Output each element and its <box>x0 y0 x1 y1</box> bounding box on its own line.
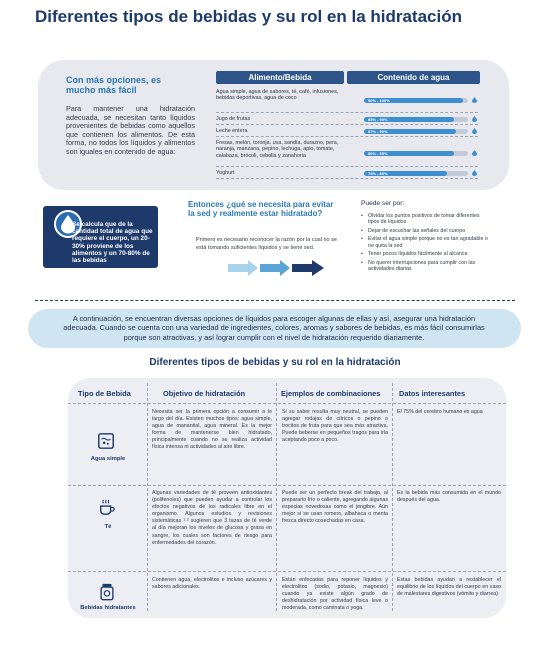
column-divider <box>392 383 393 611</box>
list-item: • Olvidar los puntos positivos de tomar diferentes tipos de líquidos <box>361 213 491 226</box>
water-drop-icon <box>472 128 477 134</box>
row-objective: Contienen agua, electrolitos e incluso azúcares y sabores adicionales. <box>152 577 272 591</box>
column-divider <box>276 383 277 611</box>
section-divider <box>35 300 515 301</box>
water-drop-icon <box>472 97 477 103</box>
water-content-range: 90% - 100% <box>368 97 390 103</box>
water-table-row <box>216 168 478 179</box>
water-table-food: Fresas, melón, toronja, uva, sandía, durazno, pera, naranja, manzana, pepino, lechuga, apio, tomate, calabaza, brócoli, cebolla y zanahoria <box>216 140 339 159</box>
row-divider <box>68 571 506 572</box>
row-examples: Si su sabor resulta muy neutral, se pueden agregar rodajas de cítricos o pepino o trocitos de fruta para que sea más atractiva. Puede beberse en pequeños tragos para irla aceptando poco a poco. <box>282 409 388 444</box>
causes-list <box>361 213 491 275</box>
water-table-row <box>216 126 478 137</box>
list-item: • Dejar de escuchar las señales del cuerpo <box>361 228 491 234</box>
water-content-range: 80% - 95% <box>368 150 388 156</box>
water-content-range: 87% - 90% <box>368 128 388 134</box>
row-facts: Es la bebida más consumida en el mundo después del agua. <box>397 490 501 504</box>
intro-paragraph: Para mantener una hidratación adecuada, se necesitan tanto líquidos provenientes de bebidas como aquellos que contienen los alimentos. De esta forma, no todos los líquidos y alimentos son iguales en contenido de agua: <box>66 104 195 156</box>
water-content-bar <box>364 117 468 122</box>
list-item: • Tener pocos líquidos fácilmente al alcance <box>361 251 491 257</box>
row-divider <box>68 403 506 404</box>
row-type-label: Té <box>104 524 112 530</box>
water-table-row <box>216 114 478 125</box>
row-facts: El 75% del cerebro humano es agua <box>397 409 483 415</box>
row-examples: Están enfocadas para reponer líquidos y electrolitos (sodio, potasio, magnesio) cuando ya existe algún grado de deshidratación por actividad física leve o moderada, como caminata o yoga. <box>282 577 388 612</box>
row-objective: Algunas variedades de té proveen antioxidantes (polifenoles) que pueden ayudar a controlar los efectos negativos de los radicales libre en el organismo. Algunos estudios y revisiones sistemáticas ¹·² sugieren que 3 tazas de té verde al día mejoran los niveles de glucosa y grasa en sangre, los cuales son factores de riesgo para enfermedades del corazón. <box>152 490 272 546</box>
water-table-row <box>216 88 478 113</box>
water-content-bar <box>364 151 468 156</box>
list-item: • Evitar el agua simple porque no es tan agradable o no quita la sed <box>361 236 491 249</box>
water-source-text: Se calcula que de la cantidad total de agua que requiere el cuerpo, un 20-30% proviene de los alimentos y un 70-80% de las bebidas <box>72 221 153 265</box>
bottle-icon <box>98 583 116 601</box>
page-title: Diferentes tipos de bebidas y su rol en la hidratación <box>35 7 462 26</box>
water-content-range: 75% - 85% <box>368 170 388 176</box>
water-content-bar <box>364 171 468 176</box>
water-table-row <box>216 139 478 167</box>
table-title: Diferentes tipos de bebidas y su rol en la hidratación <box>149 357 401 368</box>
water-table-food: Yoghurt <box>216 170 235 176</box>
water-table-header-content: Contenido de agua <box>347 71 480 84</box>
water-table-food: Agua simple, agua de sabores, té, café, infusiones, bebidas deportivas, agua de coco <box>216 89 339 102</box>
row-type-label: Bebidas hidratantes <box>80 605 136 611</box>
row-examples: Puede ser un perfecto break del trabajo, al prepararlo frío o caliente, agregando algunas especias novedosas como el jengibre. Aún mejor si se usan romero, albahaca o menta fresca directo cosechadas en casa. <box>282 490 388 525</box>
band-text: A continuación, se encuentran diversas opciones de líquidos para escoger algunas de ellas y así, asegurar una hidratación adecuada. Cuando se cuenta con una variedad de ingredientes, colores, aromas y sabores de bebidas, es más fácil consumirlas porque son atractivas, y así lograr cumplir con el nivel de hidratación requerido diariamente. <box>63 314 485 342</box>
question-title: Entonces ¿qué se necesita para evitar la sed y realmente estar hidratado? <box>188 200 334 218</box>
question-text: Primero es necesario reconocer la razón por la cual no se está tomando suficientes líquidos y se tiene sed. <box>196 237 337 251</box>
water-drop-icon <box>472 116 477 122</box>
row-type-label: Agua simple <box>90 456 126 462</box>
water-table-food: Jugo de frutas <box>216 116 251 122</box>
causes-title: Puede ser por: <box>361 200 405 207</box>
table-header-examples: Ejemplos de combinaciones <box>281 389 381 398</box>
table-header-objective: Objetivo de hidratación <box>163 389 246 398</box>
water-content-bar <box>364 129 468 134</box>
water-glass-icon <box>97 432 115 450</box>
tea-cup-icon <box>98 498 116 516</box>
intro-heading: Con más opciones, es mucho más fácil <box>66 75 162 95</box>
table-header-facts: Datos interesantes <box>399 389 466 398</box>
list-item: • No querer interrupciones para cumplir con las actividades diarias <box>361 260 491 273</box>
column-divider <box>147 383 148 611</box>
water-drop-icon <box>472 170 477 176</box>
arrows-icon <box>228 259 332 277</box>
water-content-bar <box>364 98 468 103</box>
row-objective: Necesita ser la primera opción a consumir a lo largo del día. Existen muchos tipos: agua simple, agua de manantial, agua mineral. Es la mejor forma de mantenerse bien hidratado, principalmente cuando no se realiza actividad física intensa ni actividades al aire libre. <box>152 409 272 451</box>
row-divider <box>68 485 506 486</box>
water-table-header-food: Alimento/Bebida <box>216 71 344 84</box>
water-drop-icon <box>472 150 477 156</box>
row-facts: Estas bebidas ayudan a restablecer el equilibrio de los líquidos del cuerpo en caso de malestares digestivos (vómito y diarrea) <box>397 577 501 598</box>
water-table-food: Leche entera <box>216 128 248 134</box>
water-content-range: 85% - 90% <box>368 116 388 122</box>
table-header-type: Tipo de Bebida <box>78 389 131 398</box>
